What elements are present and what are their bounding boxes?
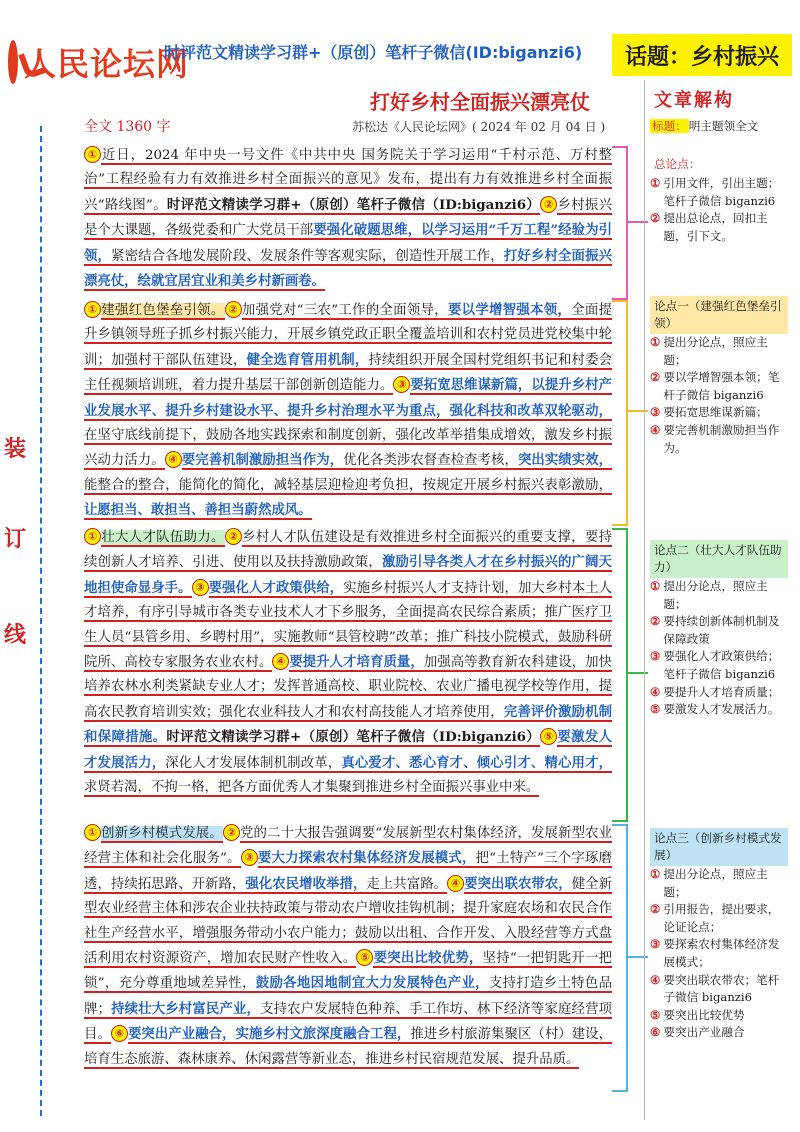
paragraph-point-1 [84,298,612,524]
side-outline-item [650,369,788,404]
body-text: 实施乡村振兴人才支持计划，加大乡村本土人才培养，有序引导城市各类专业技术人才下乡服务，全面提高农民综合素质；推广医疗卫生人员“县管乡用、乡聘村用”，实施教师“县管校聘”改革；推广科技小院模式，鼓励科研院所、高校专家服务农业农村。 [84,580,613,671]
side-outline-item [650,648,788,683]
sentence-number-badge: ③ [393,376,410,393]
key-sentence: 要激发人才发展活力， [84,729,612,771]
outline-number: ① [650,176,661,190]
outline-number: ④ [650,972,661,987]
outline-number: ① [650,579,661,593]
side-outline-item [650,936,788,971]
body-text: 乡村人才队伍建设是有效推进乡村全面振兴的重要支撑，要持续创新人才培养、引进、使用以及扶持激励政策， [84,530,613,571]
bracket-intro [612,146,628,300]
side-section-heading: 论点三（创新乡村模式发展） [650,828,788,866]
key-sentence: 要突出比较优势， [373,950,483,967]
side-outline-item [650,404,788,422]
sentence-number-badge: ⑥ [111,1025,128,1042]
body-text: 走上共富路。 [366,876,448,892]
sentence-number-badge: ④ [165,451,182,468]
body-text: 加强党对“三农”工作的全面领导， [241,303,448,318]
outline-text: 要探索农村集体经济发展模式； [663,937,780,969]
sentence-number-badge: ① [84,301,101,318]
sentence-number-badge: ② [225,301,242,318]
outline-number: ① [650,335,661,349]
sentence-number-badge: ② [225,528,242,545]
body-text: 加强高等教育新农科建设，加快培养农林水利类紧缺专业人才；发挥普通高校、职业院校、农业广播电视学校等作用，提高农民教育培训实效；强化农业科技人才和农村高技能人才培养使用， [84,655,613,720]
body-text: 深化人才发展体制机制改革， [165,755,342,771]
bracket-connector [628,410,648,412]
key-sentence: 要强化破题思维，以学习运用“千万工程”经验为引领， [84,222,613,264]
outline-number: ② [650,902,661,917]
side-title-note [650,118,790,136]
body-text: 推进乡村旅游集聚区（村）建设，培育生态旅游、森林康养、休闲露营等新业态，推进乡村民宿规范发展、提升品质。 [84,1027,613,1067]
body-text: 优化各类涉农督查检查考核， [343,453,518,469]
outline-number: ⑤ [650,1007,661,1022]
outline-number: ⑤ [650,702,661,717]
outline-number: ④ [650,422,661,437]
outline-text: 提出分论点，照应主题； [663,335,768,367]
outline-text: 要以学增智强本领；笔杆子微信 biganzi6 [663,370,780,402]
outline-text: 提出总论点，回扣主题，引下文。 [663,211,768,243]
key-sentence: 要拓宽思维谋新篇，以提升乡村产业发展水平、提升乡村建设水平、提升乡村治理水平为重点，强化科技和改革双轮驱动， [84,377,613,419]
body-text: 全面提升乡镇领导班子抓乡村振兴能力，开展乡镇党政正职全覆盖培训和农村党员进党校集中轮训；加强村干部队伍建设， [84,303,613,368]
side-section-heading: 论点二（壮大人才队伍助力） [650,540,788,578]
body-text: 健全新型农业经营主体和涉农企业扶持政策与带动农户增收挂钩机制；提升家庭农场和农民合作社生产经营水平，增强服务带动小农户能力；鼓励以出租、合作开发、入股经营等方式盘活利用农村资源资产，增加农民财产性收入。 [84,876,613,967]
outline-text: 要拓宽思维谋新篇； [663,405,768,420]
side-outline-item [650,901,788,936]
topic-badge: 话题：乡村振兴 [612,34,792,76]
sentence-number-badge: ⑤ [540,728,557,745]
side-outline-item [650,684,788,702]
outline-number: ② [650,370,661,385]
key-sentence: 要以学增智强本领， [447,302,572,318]
sentence-number-badge: ① [84,824,101,841]
outline-number: ① [650,867,661,881]
side-outline-item [650,210,788,245]
key-sentence: 强化农民增收举措， [245,875,367,892]
body-text: 紧密结合各地发展阶段、发展条件等客观实际，创造性开展工作， [111,248,504,264]
sentence-number-badge: ② [540,196,557,213]
body-text: 求贤若渴，不拘一格，把各方面优秀人才集聚到推进乡村全面振兴事业中来。 [84,780,540,796]
sentence-number-badge: ④ [272,653,289,670]
key-sentence: 要大力探索农村集体经济发展模式， [257,850,476,867]
outline-text: 要激发人才发展活力。 [663,702,780,717]
paragraph-intro [84,144,612,294]
logo [8,36,190,88]
bracket-connector [628,956,648,958]
bracket-connector [628,672,648,674]
paragraph-point-2 [84,526,612,800]
logo-text: 人民论坛网 [24,45,190,83]
article-title: 打好乡村全面振兴漂亮仗 [370,90,590,114]
outline-text: 要突出联农带农；笔杆子微信 biganzi6 [663,972,780,1005]
binding-char: 订 [4,526,27,552]
binding-line [40,126,42,1116]
outline-text: 提出分论点，照应主题； [663,579,768,611]
body-text: 时评范文精读学习群+（原创）笔杆子微信（ID:biganzi6） [166,196,541,213]
outline-text: 要提升人才培育质量； [663,684,780,699]
sentence-number-badge: ③ [192,579,209,596]
key-sentence: 健全选育管用机制， [246,351,369,368]
side-outline-item [650,578,788,613]
bracket-point-2 [612,528,628,822]
body-text: 近日，2024 年中央一号文件《中共中央 国务院关于学习运用“千村示范、万村整治”工程经验有力有效推进乡村全面振兴的意见》发布，提出有力有效推进乡村全面振兴“路线图”。 [84,148,612,213]
binding-char: 线 [4,622,27,648]
key-sentence: 完善评价激励机制和保障措施。 [84,703,612,746]
side-outline-item [650,1007,788,1025]
side-outline-item [650,701,788,719]
outline-number: ② [650,211,661,226]
side-section-heading: 论点一（建强红色堡垒引领） [650,296,788,334]
key-sentence: 持续壮大乡村富民产业， [110,1000,261,1017]
outline-text: 要突出产业融合 [663,1025,745,1040]
side-section-point-1 [650,296,788,457]
outline-number: ③ [650,937,661,952]
key-sentence: 要提升人才培育质量， [289,654,424,671]
side-outline-item [650,972,788,1007]
side-panel-title: 文章解构 [654,90,734,111]
key-sentence: 激励引导各类人才在乡村振兴的广阔天地担使命显身手。 [84,554,613,596]
section-heading: 建强红色堡垒引领。 [101,303,225,318]
outline-text: 引用文件，引出主题；笔杆子微信 biganzi6 [663,176,780,208]
side-outline-item [650,334,788,369]
sentence-number-badge: ① [84,528,101,545]
header-title: 时评范文精读学习群+（原创）笔杆子微信(ID:biganzi6) [164,43,583,62]
outline-number: ② [650,614,661,629]
sentence-number-badge: ① [84,146,101,163]
side-title-label: 标题： [652,119,687,133]
side-section-point-3 [650,828,788,1042]
key-sentence: 要突出产业融合，实施乡村文旅深度融合工程， [127,1026,411,1043]
side-outline-item [650,1024,788,1042]
sentence-number-badge: ⑤ [356,949,373,966]
bracket-connector [628,221,648,223]
body-text: 持续组织开展全国村党组织书记和村委会主任视频培训班，着力提升基层干部创新创造能力。 [84,352,613,394]
key-sentence: 真心爱才、悉心育才、倾心引才、精心用才， [341,754,613,771]
body-text: 坚持“一把钥匙开一把锁”，充分尊重地域差异性， [84,951,612,992]
key-sentence: 鼓励各地因地制宜大力发展特色产业， [255,975,489,992]
key-sentence: 要强化人才政策供给， [208,579,344,596]
side-title-desc: 明主题领全文 [688,119,759,133]
body-text: 支持打造乡土特色品牌； [84,976,612,1017]
paragraph-point-3 [84,822,612,1072]
body-text: 在坚守底线前提下，鼓励各地实践探索和制度创新，强化改革举措集成增效，激发乡村振兴动力活力。 [84,428,612,469]
byline: 苏松达《人民论坛网》( 2024 年 02 月 04 日 ) [352,120,606,134]
side-section-point-2 [650,540,788,719]
side-outline-item [650,613,788,648]
outline-text: 要突出比较优势 [663,1007,745,1022]
binding-char: 装 [4,436,27,462]
outline-text: 引用报告，提出要求，论证论点； [663,902,780,934]
key-sentence: 要突出联农带农， [464,875,572,892]
outline-text: 要持续创新体制机制及保障政策 [663,614,780,646]
side-section-heading: 总论点： [650,154,788,175]
outline-number: ④ [650,684,661,699]
key-sentence: 打好乡村全面振兴漂亮仗，绘就宜居宜业和美乡村新画卷。 [84,247,613,290]
body-text: 乡村振兴是个大课题，各级党委和广大党员干部 [84,197,612,239]
panel-divider [644,80,645,1120]
body-text: 能整合的整合，能简化的简化，减轻基层迎检迎考负担，按规定开展乡村振兴表彰激励， [84,477,612,493]
sentence-number-badge: ④ [447,875,464,892]
section-heading: 壮大人才队伍助力。 [101,530,225,545]
bracket-point-1 [612,300,628,526]
bracket-point-3 [612,824,628,1092]
outline-number: ③ [650,405,661,420]
outline-text: 要强化人才政策供给；笔杆子微信 biganzi6 [663,649,780,681]
side-section-summary [650,154,788,245]
body-text: 把“土特产”三个字琢磨透，持续拓思路、开新路， [84,851,612,892]
outline-number: ③ [650,649,661,664]
body-text: 时评范文精读学习群+（原创）笔杆子微信（ID:biganzi6） [166,729,541,746]
key-sentence: 突出实绩实效， [517,452,613,469]
logo-mark-icon [8,40,18,84]
section-heading: 创新乡村模式发展。 [101,826,223,841]
outline-text: 提出分论点，照应主题； [663,867,768,899]
sentence-number-badge: ② [223,824,240,841]
word-count: 全文 1360 字 [84,119,171,135]
outline-text: 要完善机制激励担当作为。 [663,422,780,455]
body-text: 党的二十大报告强调要“发展新型农村集体经济，发展新型农业经营主体和社会化服务”。 [84,826,613,867]
side-outline-item [650,175,788,210]
outline-number: ⑥ [650,1025,661,1040]
sentence-number-badge: ③ [241,849,258,866]
side-outline-item [650,422,788,457]
key-sentence: 让愿担当、敢担当、善担当蔚然成风。 [84,502,312,519]
body-text: 支持农户发展特色种养、手工作坊、林下经济等家庭经营项目。 [84,1001,613,1043]
side-outline-item [650,866,788,901]
key-sentence: 要完善机制激励担当作为， [181,452,344,469]
